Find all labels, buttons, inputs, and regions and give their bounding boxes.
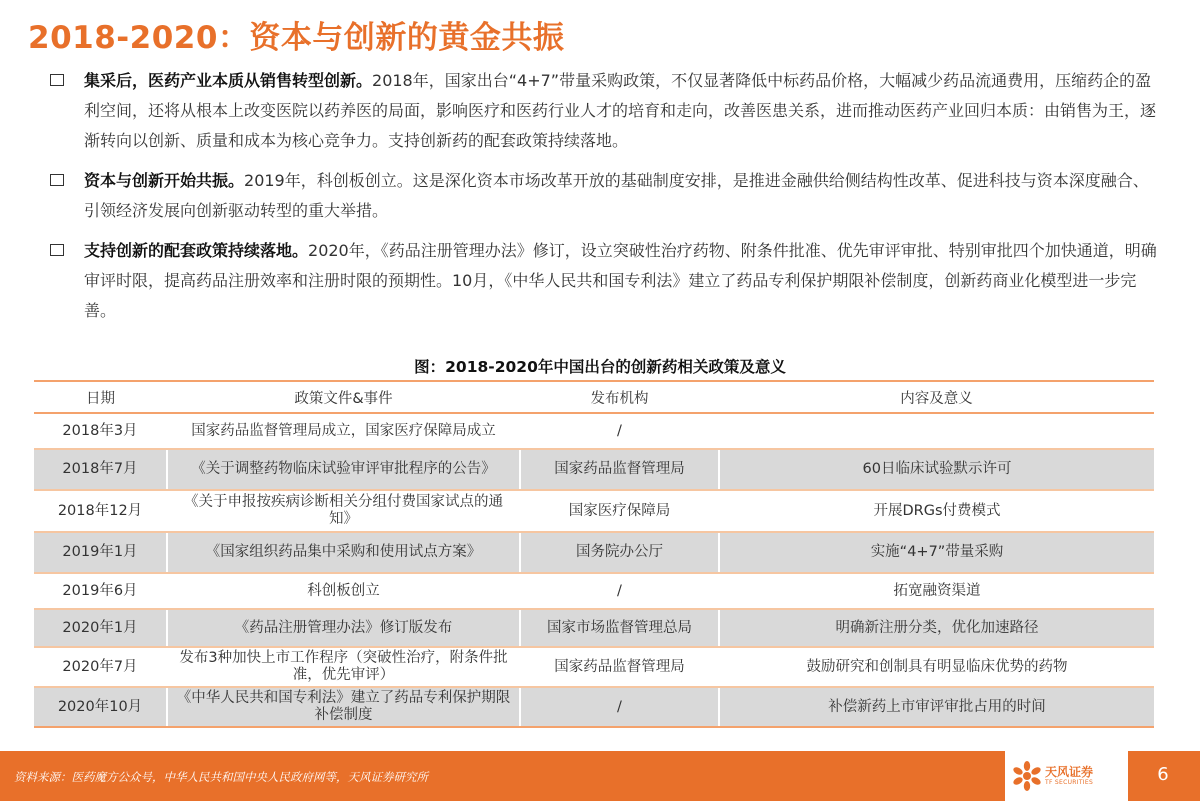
company-logo xyxy=(1005,751,1128,801)
square-bullet-icon xyxy=(50,174,64,186)
table-row xyxy=(34,647,1154,687)
cell-issuer: 国家药品监督管理局 xyxy=(520,449,719,490)
table-row xyxy=(34,609,1154,647)
cell-date: 2018年12月 xyxy=(34,490,167,532)
logo-name-cn: 天风证券 xyxy=(1045,765,1094,779)
bullet-paragraph xyxy=(84,66,1160,156)
bullet-lead: 资本与创新开始共振。 xyxy=(84,171,245,190)
bullet-body: 2018年，国家出台“4+7”带量采购政策，不仅显著降低中标药品价格，大幅减少药品流通费用，压缩药企的盈利空间，还将从根本上改变医院以药养医的局面，影响医疗和医药行业人才的培育和走向，改善医患关系，进而推动医药产业回归本质：由销售为王，逐渐转向以创新、质量和成本为核心竞争力。支持创新药的配套政策持续落地。 xyxy=(84,71,1157,150)
cell-issuer: 国务院办公厅 xyxy=(520,532,719,573)
table-caption: 图：2018-2020年中国出台的创新药相关政策及意义 xyxy=(414,358,786,376)
header-date: 日期 xyxy=(34,381,167,413)
cell-date: 2020年10月 xyxy=(34,687,167,727)
cell-date: 2020年1月 xyxy=(34,609,167,647)
policy-table xyxy=(34,380,1154,728)
cell-meaning xyxy=(719,413,1154,449)
page-number: 6 xyxy=(1157,764,1169,785)
cell-issuer: / xyxy=(520,413,719,449)
header-policy: 政策文件&事件 xyxy=(167,381,520,413)
cell-issuer: / xyxy=(520,573,719,609)
header-issuer: 发布机构 xyxy=(520,381,719,413)
cell-issuer: 国家市场监督管理总局 xyxy=(520,609,719,647)
bullet-lead: 集采后，医药产业本质从销售转型创新。 xyxy=(84,71,373,90)
table-row xyxy=(34,573,1154,609)
footer-bar xyxy=(0,751,1200,801)
bullet-item xyxy=(50,66,1160,156)
cell-policy: 科创板创立 xyxy=(167,573,520,609)
cell-policy: 国家药品监督管理局成立，国家医疗保障局成立 xyxy=(167,413,520,449)
bullet-lead: 支持创新的配套政策持续落地。 xyxy=(84,241,309,260)
cell-meaning: 明确新注册分类，优化加速路径 xyxy=(719,609,1154,647)
table-header-row xyxy=(34,381,1154,413)
bullet-list xyxy=(50,66,1160,336)
bullet-body: 2019年，科创板创立。这是深化资本市场改革开放的基础制度安排，是推进金融供给侧结构性改革、促进科技与资本深度融合、引领经济发展向创新驱动转型的重大举措。 xyxy=(84,171,1149,220)
cell-meaning: 实施“4+7”带量采购 xyxy=(719,532,1154,573)
square-bullet-icon xyxy=(50,244,64,256)
bullet-item xyxy=(50,236,1160,326)
square-bullet-icon xyxy=(50,74,64,86)
table-row xyxy=(34,687,1154,727)
cell-policy: 《关于申报按疾病诊断相关分组付费国家试点的通知》 xyxy=(167,490,520,532)
cell-issuer: 国家药品监督管理局 xyxy=(520,647,719,687)
source-note: 资料来源：医药魔方公众号，中华人民共和国中央人民政府网等，天风证券研究所 xyxy=(14,770,428,784)
table-row xyxy=(34,532,1154,573)
cell-policy: 《国家组织药品集中采购和使用试点方案》 xyxy=(167,532,520,573)
cell-policy: 《药品注册管理办法》修订版发布 xyxy=(167,609,520,647)
flower-logo-icon xyxy=(1013,760,1041,792)
cell-issuer: / xyxy=(520,687,719,727)
cell-meaning: 鼓励研究和创制具有明显临床优势的药物 xyxy=(719,647,1154,687)
bullet-body: 2020年，《药品注册管理办法》修订，设立突破性治疗药物、附条件批准、优先审评审批、特别审批四个加快通道，明确审评时限，提高药品注册效率和注册时限的预期性。10月，《中华人民共和国专利法》建立了药品专利保护期限补偿制度，创新药商业化模型进一步完善。 xyxy=(84,241,1157,320)
cell-policy: 《关于调整药物临床试验审评审批程序的公告》 xyxy=(167,449,520,490)
cell-meaning: 补偿新药上市审评审批占用的时间 xyxy=(719,687,1154,727)
cell-date: 2020年7月 xyxy=(34,647,167,687)
table-row xyxy=(34,449,1154,490)
cell-date: 2018年3月 xyxy=(34,413,167,449)
cell-policy: 《中华人民共和国专利法》建立了药品专利保护期限补偿制度 xyxy=(167,687,520,727)
cell-meaning: 60日临床试验默示许可 xyxy=(719,449,1154,490)
slide-title: 2018-2020：资本与创新的黄金共振 xyxy=(28,20,565,56)
cell-meaning: 拓宽融资渠道 xyxy=(719,573,1154,609)
table-row xyxy=(34,413,1154,449)
table-row xyxy=(34,490,1154,532)
logo-name-en: TF SECURITIES xyxy=(1045,779,1094,786)
cell-date: 2018年7月 xyxy=(34,449,167,490)
cell-issuer: 国家医疗保障局 xyxy=(520,490,719,532)
bullet-item xyxy=(50,166,1160,226)
cell-date: 2019年1月 xyxy=(34,532,167,573)
cell-meaning: 开展DRGs付费模式 xyxy=(719,490,1154,532)
header-meaning: 内容及意义 xyxy=(719,381,1154,413)
cell-date: 2019年6月 xyxy=(34,573,167,609)
cell-policy: 发布3种加快上市工作程序（突破性治疗，附条件批准，优先审评） xyxy=(167,647,520,687)
bullet-paragraph xyxy=(84,166,1160,226)
bullet-paragraph xyxy=(84,236,1160,326)
